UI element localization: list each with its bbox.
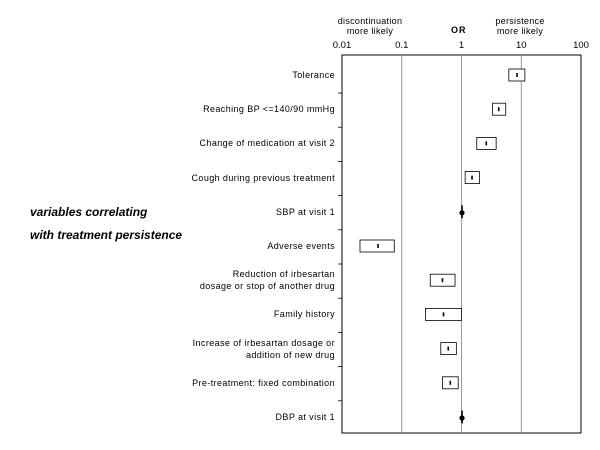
x-tick-label: 100 <box>573 40 589 51</box>
row-label: Increase of irbesartan dosage or addition of new drug <box>192 337 335 360</box>
or-point <box>459 415 464 420</box>
header-left: discontinuation more likely <box>337 16 403 36</box>
row-label: Pre-treatment: fixed combination <box>192 377 335 388</box>
ci-box <box>360 240 394 252</box>
row-label: Tolerance <box>292 70 335 80</box>
row-label: Cough during previous treatment <box>191 172 335 183</box>
header-right: persistence more likely <box>495 16 545 36</box>
annotation-line-1: variables correlating <box>30 205 148 219</box>
row-label: Change of medication at visit 2 <box>199 138 335 149</box>
x-tick-label: 0.01 <box>332 40 352 51</box>
row-label: Reaching BP <=140/90 mmHg <box>203 104 335 115</box>
row-label: Adverse events <box>267 241 335 251</box>
annotation-line-2: with treatment persistence <box>30 228 183 242</box>
x-tick-label: 0.1 <box>395 40 409 51</box>
header-or: OR <box>451 25 467 35</box>
x-tick-label: 1 <box>458 40 465 51</box>
row-label: Family history <box>273 309 335 320</box>
row-label: SBP at visit 1 <box>276 206 335 217</box>
x-tick-label: 10 <box>515 40 527 51</box>
or-point <box>459 210 464 215</box>
row-label: DBP at visit 1 <box>275 412 335 422</box>
row-label: Reduction of irbesartan dosage or stop of another drug <box>199 269 335 292</box>
